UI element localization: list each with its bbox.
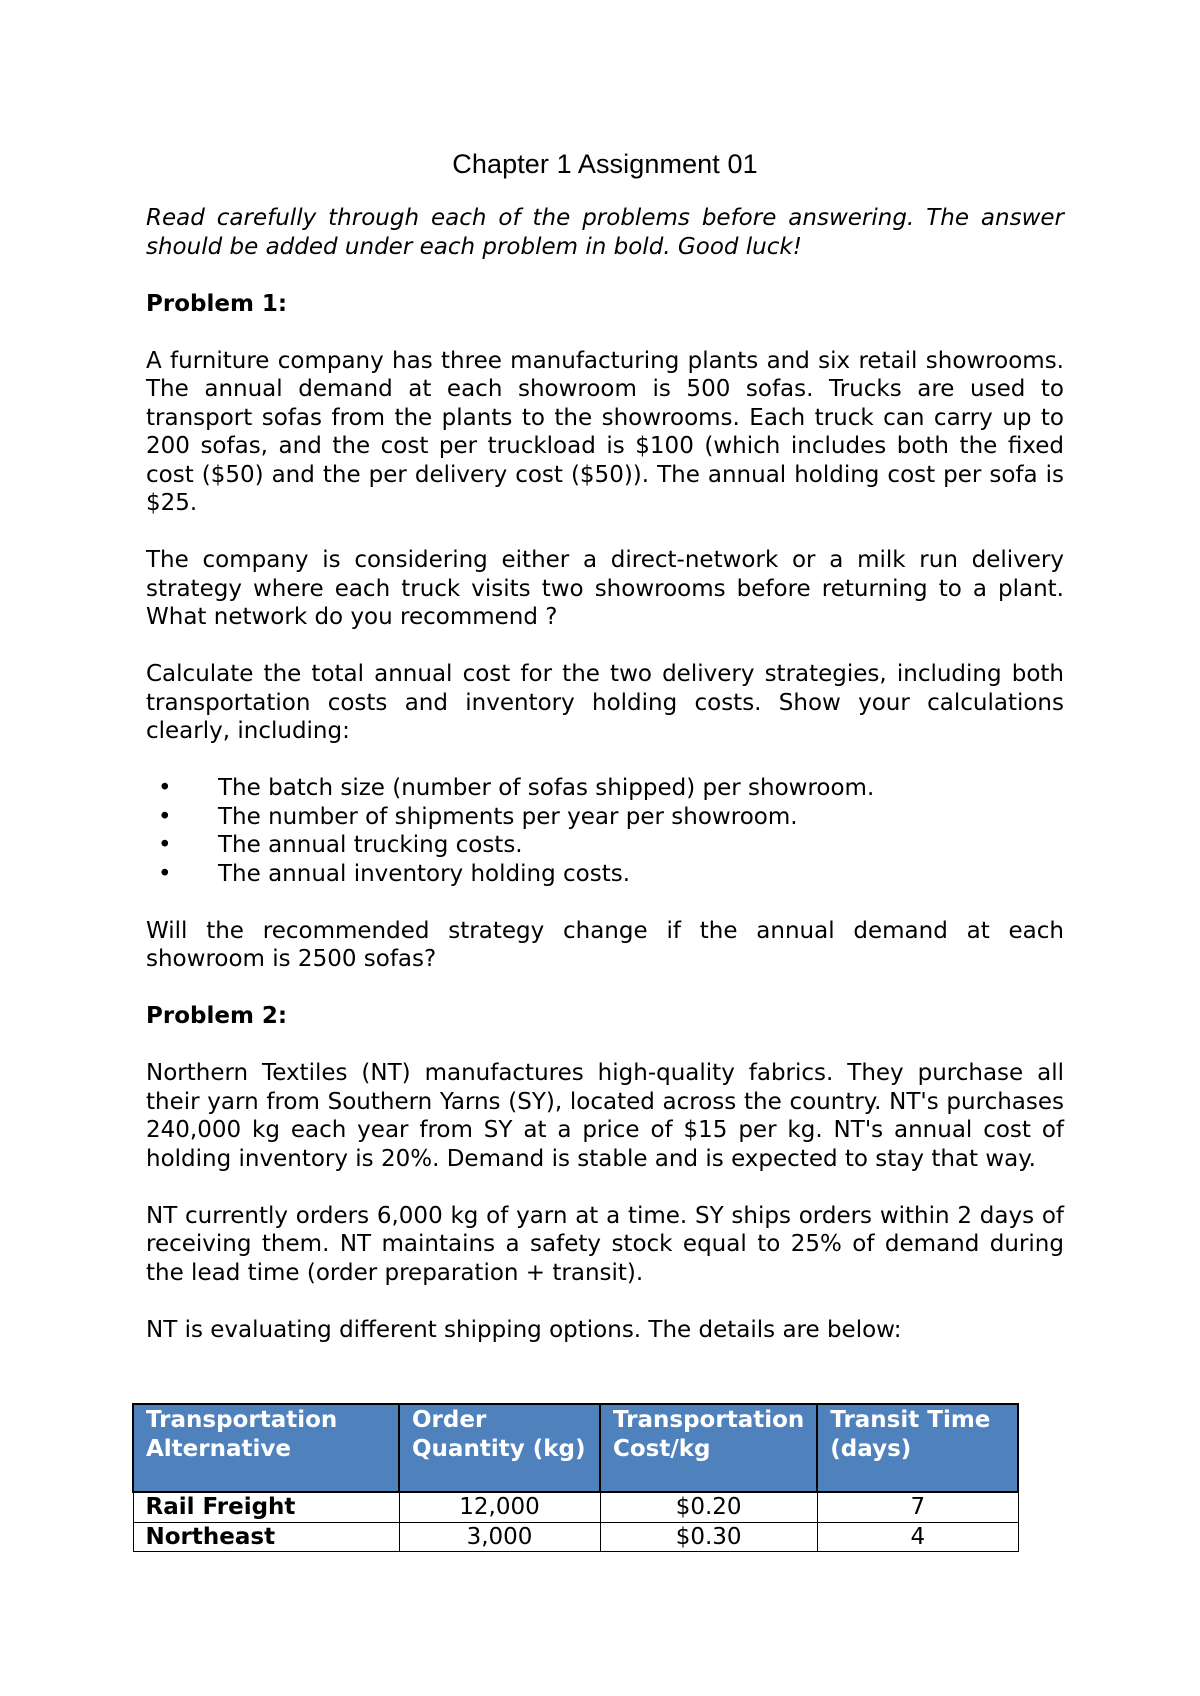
list-item-text: The annual inventory holding costs. bbox=[218, 860, 631, 887]
list-item bbox=[146, 860, 1064, 889]
bullet-icon: • bbox=[158, 832, 172, 858]
table-cell-order-quantity: 12,000 bbox=[399, 1492, 600, 1522]
instructions-text: Read carefully through each of the problems before answering. The answer should be added under each problem in bold. Good luck! bbox=[146, 205, 1064, 260]
problem-2-paragraph-1: Northern Textiles (NT) manufactures high-quality fabrics. They purchase all their yarn from Southern Yarns (SY), located across the country. NT's purchases 240,000 kg each year from SY at a price of $15 per kg. NT's annual cost of holding inventory is 20%. Demand is stable and is expected to stay that way. bbox=[146, 1060, 1064, 1172]
column-header-order-quantity: Order Quantity (kg) bbox=[399, 1404, 600, 1492]
bullet-icon: • bbox=[158, 803, 172, 830]
calculation-checklist bbox=[146, 774, 1064, 888]
shipping-options-table bbox=[132, 1403, 1019, 1552]
problem-1-paragraph-4: Will the recommended strategy change if the annual demand at each showroom is 2500 sofas? bbox=[146, 917, 1064, 972]
list-item-text: The annual trucking costs. bbox=[218, 832, 523, 858]
table-cell-alternative: Rail Freight bbox=[133, 1492, 399, 1522]
list-item bbox=[146, 774, 1064, 803]
problem-2-paragraph-3: NT is evaluating different shipping options. The details are below: bbox=[146, 1316, 902, 1343]
table-cell-transit-time: 4 bbox=[817, 1522, 1018, 1552]
document-page bbox=[146, 148, 1064, 1373]
problem-2-heading: Problem 2: bbox=[146, 1003, 288, 1029]
list-item bbox=[146, 803, 1064, 832]
column-header-transport-cost: Transportation Cost/kg bbox=[600, 1404, 817, 1492]
table-row bbox=[133, 1522, 1018, 1552]
column-header-transit-time: Transit Time (days) bbox=[817, 1404, 1018, 1492]
table-cell-transport-cost: $0.30 bbox=[600, 1522, 817, 1552]
table-header-row bbox=[133, 1404, 1018, 1492]
problem-2-paragraph-2: NT currently orders 6,000 kg of yarn at a time. SY ships orders within 2 days of receiving them. NT maintains a safety stock equal to 25% of demand during the lead time (order preparation + transit). bbox=[146, 1202, 1064, 1286]
list-item bbox=[146, 831, 1064, 860]
table-row bbox=[133, 1492, 1018, 1522]
table-cell-order-quantity: 3,000 bbox=[399, 1522, 600, 1552]
problem-1-heading: Problem 1: bbox=[146, 290, 288, 317]
problem-1-paragraph-3: Calculate the total annual cost for the two delivery strategies, including both transportation costs and inventory holding costs. Show your calculations clearly, including: bbox=[146, 661, 1064, 744]
problem-1-paragraph-2: The company is considering either a direct-network or a milk run delivery strategy where each truck visits two showrooms before returning to a plant. What network do you recommend ? bbox=[146, 547, 1064, 630]
table-cell-transit-time: 7 bbox=[817, 1492, 1018, 1522]
table-cell-transport-cost: $0.20 bbox=[600, 1492, 817, 1522]
table-cell-alternative: Northeast bbox=[133, 1522, 399, 1552]
list-item-text: The number of shipments per year per showroom. bbox=[218, 803, 798, 830]
bullet-icon: • bbox=[158, 775, 172, 801]
list-item-text: The batch size (number of sofas shipped) per showroom. bbox=[218, 775, 875, 801]
column-header-alternative: Transportation Alternative bbox=[133, 1404, 399, 1492]
bullet-icon: • bbox=[158, 860, 172, 887]
page-title: Chapter 1 Assignment 01 bbox=[452, 149, 758, 179]
problem-1-paragraph-1: A furniture company has three manufacturing plants and six retail showrooms. The annual demand at each showroom is 500 sofas. Trucks are used to transport sofas from the plants to the showrooms. Each truck can carry up to 200 sofas, and the cost per truckload is $100 (which includes both the fixed cost ($50) and the per delivery cost ($50)). The annual holding cost per sofa is $25. bbox=[146, 347, 1064, 516]
